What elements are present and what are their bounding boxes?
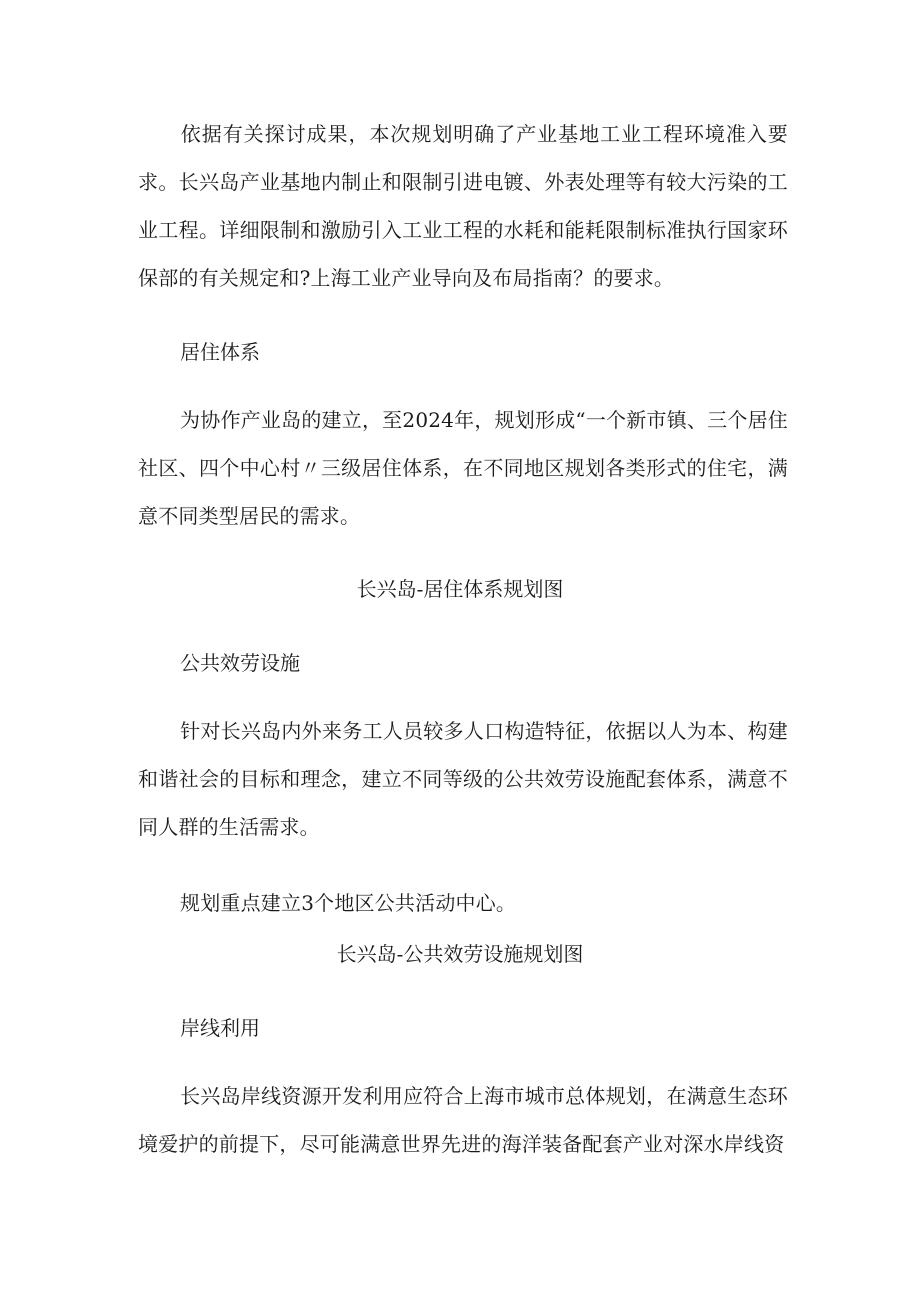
paragraph-activity-centers: [138, 879, 788, 927]
section-heading-shoreline: 岸线利用: [180, 1016, 260, 1040]
paragraph-text: 规划重点建立3个地区公共活动中心。: [180, 891, 517, 915]
figure-caption-public-services: 长兴岛-公共效劳设施规划图: [336, 942, 584, 966]
paragraph-text: 长兴岛岸线资源开发利用应符合上海市城市总体规划，在满意生态环境爱护的前提下，尽可能满意世界先进的海洋装备配套产业对深水岸线资: [138, 1084, 788, 1156]
paragraph-residential-system: [138, 396, 788, 540]
paragraph-text: 依据有关探讨成果，本次规划明确了产业基地工业工程环境准入要求。长兴岛产业基地内制止和限制引进电镀、外表处理等有较大污染的工业工程。详细限制和激励引入工业工程的水耗和能耗限制标准执行国家环保部的有关规定和?上海工业产业导向及布局指南？的要求。: [138, 122, 788, 290]
paragraph-text: 针对长兴岛内外来务工人员较多人口构造特征，依据以人为本、构建和谐社会的目标和理念，建立不同等级的公共效劳设施配套体系，满意不同人群的生活需求。: [138, 719, 788, 839]
paragraph-industrial-access: [138, 110, 788, 302]
paragraph-shoreline-use: [138, 1072, 788, 1168]
paragraph-text: 为协作产业岛的建立，至2024年，规划形成“一个新市镇、三个居住社区、四个中心村〃三级居住体系，在不同地区规划各类形式的住宅，满意不同类型居民的需求。: [138, 408, 788, 528]
section-heading-residential: 居住体系: [180, 340, 260, 364]
paragraph-public-services: [138, 707, 788, 851]
section-heading-public-services: 公共效劳设施: [180, 651, 300, 675]
figure-caption-residential: 长兴岛-居住体系规划图: [356, 577, 564, 601]
